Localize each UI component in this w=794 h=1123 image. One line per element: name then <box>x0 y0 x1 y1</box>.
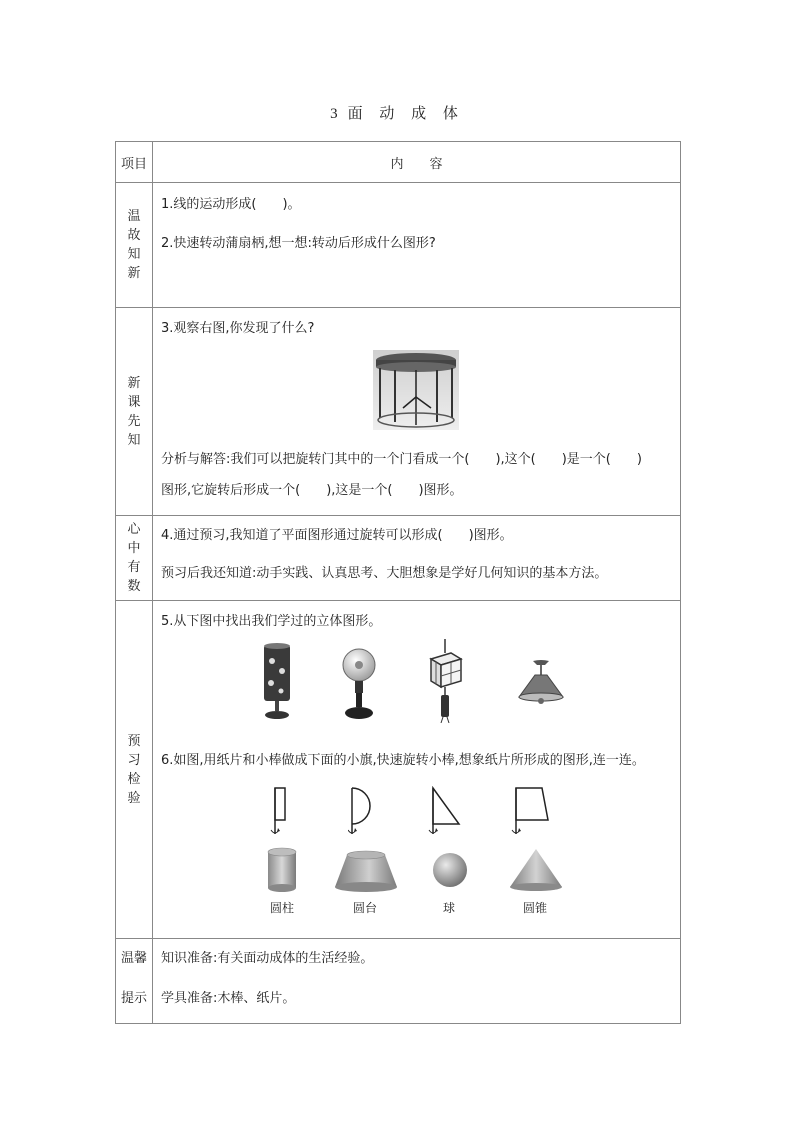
review-content <box>153 183 681 308</box>
globe-lamp-icon <box>341 647 377 721</box>
header-content-cell <box>153 142 681 183</box>
check-row <box>116 601 681 939</box>
header-content: 内 容 <box>390 156 443 172</box>
page-title <box>0 102 794 123</box>
question-2: 2.快速转动蒲扇柄,想一想:转动后形成什么图形? <box>161 236 436 251</box>
rectangle-flag-icon <box>269 786 289 840</box>
question-3: 3.观察右图,你发现了什么? <box>161 321 315 336</box>
review-label-cell <box>116 183 153 308</box>
preview-content <box>153 308 681 516</box>
triangle-flag-icon <box>427 786 463 840</box>
preview-label-cell <box>116 308 153 516</box>
preview-label: 新课先知 <box>127 375 141 448</box>
lesson-table <box>115 141 681 1024</box>
header-item: 项目 <box>120 156 147 172</box>
cube-lantern-icon <box>423 639 467 723</box>
tools-prep: 学具准备:木棒、纸片。 <box>161 991 296 1006</box>
cone-solid-icon <box>508 847 564 893</box>
tips-content <box>153 939 681 1024</box>
frustum-solid-icon <box>333 849 399 893</box>
question-5: 5.从下图中找出我们学过的立体图形。 <box>161 614 382 629</box>
question-1: 1.线的运动形成( )。 <box>161 197 301 212</box>
cone-pendant-lamp-icon <box>517 659 565 705</box>
check-content <box>153 601 681 939</box>
question-6: 6.如图,用纸片和小棒做成下面的小旗,快速旋转小棒,想象纸片所形成的图形,连一连。 <box>161 753 645 768</box>
tips-label-cell <box>116 939 153 1024</box>
tips-label-1: 温馨 <box>120 951 147 966</box>
knowledge-prep: 知识准备:有关面动成体的生活经验。 <box>161 951 374 966</box>
mind-content <box>153 516 681 601</box>
check-label-cell <box>116 601 153 939</box>
revolving-door-image <box>373 350 459 430</box>
solid-label-cone: 圆锥 <box>523 901 548 915</box>
mind-row <box>116 516 681 601</box>
solid-label-frustum: 圆台 <box>353 901 378 915</box>
tips-row <box>116 939 681 1024</box>
mind-label: 心中有数 <box>127 522 141 594</box>
check-label: 预习检验 <box>127 733 141 806</box>
answer-line-2: 图形,它旋转后形成一个( ),这是一个( )图形。 <box>161 483 463 498</box>
semicircle-flag-icon <box>348 786 374 840</box>
cylinder-solid-icon <box>265 847 299 893</box>
header-row <box>116 142 681 183</box>
tips-label-2: 提示 <box>120 991 147 1006</box>
header-item-cell <box>116 142 153 183</box>
mind-label-cell <box>116 516 153 601</box>
sphere-solid-icon <box>431 851 469 889</box>
review-row <box>116 183 681 308</box>
mind-note: 预习后我还知道:动手实践、认真思考、大胆想象是学好几何知识的基本方法。 <box>161 566 608 581</box>
review-label: 温故知新 <box>127 209 141 281</box>
cylinder-lamp-icon <box>261 643 293 721</box>
solid-label-sphere: 球 <box>443 901 456 915</box>
solid-label-cylinder: 圆柱 <box>270 901 295 915</box>
preview-row <box>116 308 681 516</box>
trapezoid-flag-icon <box>510 786 554 840</box>
lesson-number: 3 <box>330 106 338 122</box>
answer-line-1: 分析与解答:我们可以把旋转门其中的一个门看成一个( ),这个( )是一个( ) <box>161 452 642 467</box>
lesson-title: 面 动 成 体 <box>347 104 464 122</box>
question-4: 4.通过预习,我知道了平面图形通过旋转可以形成( )图形。 <box>161 528 513 543</box>
